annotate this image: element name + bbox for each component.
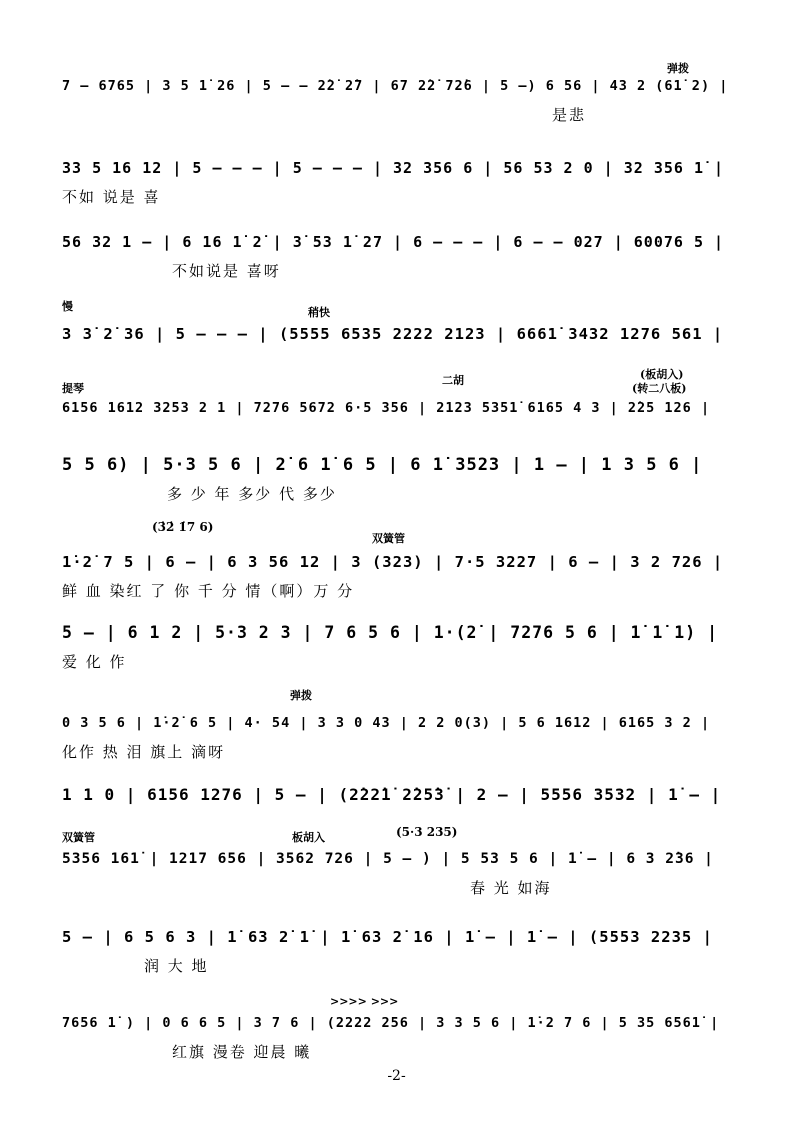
instrument-mark: 二胡 bbox=[442, 374, 464, 387]
notation-line: 5 – | 6 1 2 | 5·3 2 3 | 7 6 5 6 | 1·(2̇ | 7276 5 6 | 1̇ 1̇ 1̇) | bbox=[62, 623, 719, 642]
tempo-mark: 稍快 bbox=[308, 306, 330, 319]
notation-line: 1 1 0 | 6156 1276 | 5 – | (2̇22̇1̇ 2̇25̇3̇ | 2 – | 5556 3532 | 1̇ – | bbox=[62, 785, 722, 804]
lyric-line: 不如 说是 喜 bbox=[62, 188, 161, 206]
instrument-mark: 提琴 bbox=[62, 382, 84, 395]
instrument-mark: 弹拨 bbox=[290, 689, 312, 702]
ornament-mark: (5·3 235) bbox=[396, 825, 458, 839]
performance-mark: 弹拨 bbox=[667, 62, 689, 75]
lyric-line: 不如说是 喜呀 bbox=[172, 262, 281, 280]
page-number: -2- bbox=[387, 1068, 406, 1084]
notation-line: 0 3 5 6 | 1̇·2̇ 6 5 | 4· 54 | 3 3 0 43 | 2 2 0(3) | 5 6 1612 | 6165 3 2 | bbox=[62, 715, 711, 731]
notation-line: 5 5 6) | 5·3 5 6 | 2̇ 6 1̇ 6 5 | 6 1̇ 3523 | 1 – | 1 3 5 6 | bbox=[62, 455, 703, 475]
lyric-line: 爱 化 作 bbox=[62, 653, 127, 671]
notation-line: 3 3̇ 2̇ 36 | 5 – – – | (5555 6535 2222 2123 | 6661̇ 3432 1276 561 | bbox=[62, 325, 724, 343]
notation-line: 5356 161̇ | 1217 656 | 3562 726 | 5 – ) | 5 53 5 6 | 1̇ – | 6 3 2̇36 | bbox=[62, 851, 714, 867]
lyric-line: 是悲 bbox=[552, 106, 587, 124]
lyric-line: 春 光 如海 bbox=[470, 879, 552, 897]
lyric-line: 多 少 年 多少 代 多少 bbox=[167, 485, 337, 503]
notation-line: 5 – | 6 5 6 3 | 1̇ 63 2̇ 1̇ | 1̇ 63 2̇ 16 | 1̇ – | 1̇ – | (5553 2235 | bbox=[62, 928, 713, 946]
notation-line: 7656 1̇ ) | 0 6 6 5 | 3 7 6 | (2222 256 | 3 3 5 6 | 1̇·2 7 6 | 5 35 6561̇ | bbox=[62, 1015, 720, 1031]
instrument-mark: (转二八板) bbox=[632, 382, 687, 395]
instrument-mark: 双簧管 bbox=[372, 532, 405, 545]
accent-marks: >>>> >>> bbox=[330, 995, 399, 1008]
instrument-mark: 板胡入 bbox=[292, 831, 325, 844]
lyric-line: 润 大 地 bbox=[144, 957, 209, 975]
notation-line: 1̇·2̇ 7 5 | 6 – | 6 3 56 12 | 3 (323) | 7·5 3227 | 6 – | 3 2 726 | bbox=[62, 553, 724, 571]
notation-line: 33 5 16 12 | 5 – – – | 5 – – – | 32 356 6 | 56 53 2 0 | 32 356 1̇ | bbox=[62, 159, 725, 177]
notation-line: 7 – 6765 | 3 5 1̇ 26 | 5 – – 2̇2̇ 2̇7 | 67 2̇2̇ 72̇6 | 5 –) 6 56 | 43 2 (61̇ 2) | bbox=[62, 78, 729, 94]
notation-line: 6156 1612 3253 2 1 | 7276 5672 6·5 356 | 2123 5351̇ 6165 4 3 | 2̇25 126 | bbox=[62, 400, 711, 416]
lyric-line: 红旗 漫卷 迎晨 曦 bbox=[172, 1043, 312, 1061]
notation-line: 56 32 1 – | 6 16 1̇ 2̇ | 3̇ 53 1̇ 27 | 6 – – – | 6 – – 027 | 60076 5 | bbox=[62, 233, 725, 251]
lyric-line: 化作 热 泪 旗上 滴呀 bbox=[62, 743, 226, 761]
tempo-mark: 慢 bbox=[62, 300, 73, 313]
instrument-mark: 双簧管 bbox=[62, 831, 95, 844]
ornament-mark: (3̇2̇ 1̇7 6) bbox=[152, 520, 214, 534]
lyric-line: 鲜 血 染红 了 你 千 分 情（啊）万 分 bbox=[62, 582, 355, 600]
instrument-mark: (板胡入) bbox=[640, 368, 684, 381]
